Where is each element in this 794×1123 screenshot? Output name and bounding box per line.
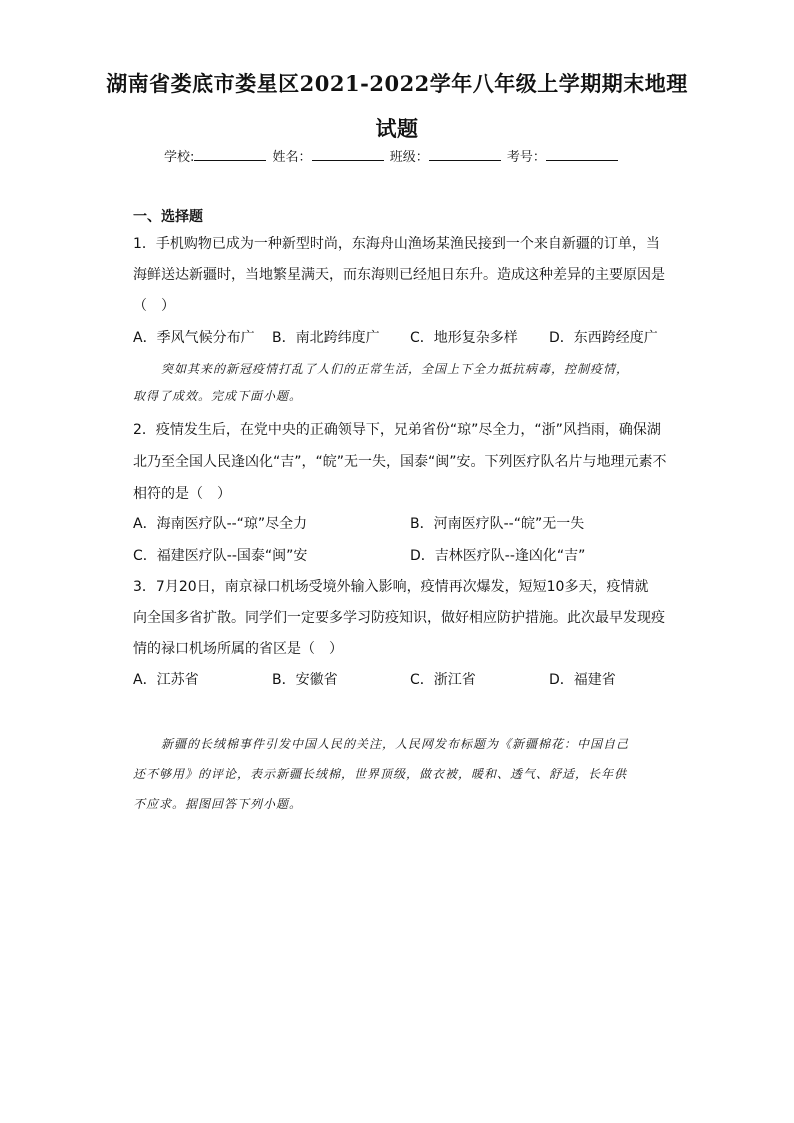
class-blank[interactable] (429, 148, 501, 161)
q3-text-line-1: 3．7月20日，南京禄口机场受境外输入影响，疫情再次爆发，短短10多天，疫情就 (133, 579, 649, 595)
material-1-line-1: 突如其来的新冠疫情打乱了人们的正常生活，全国上下全力抵抗病毒，控制疫情， (161, 362, 630, 376)
q1-option-a[interactable]: A．季风气候分布广 (133, 330, 255, 346)
school-label: 学校: (164, 150, 195, 165)
q1-option-d[interactable]: D．东西跨经度广 (549, 330, 658, 346)
q2-text-line-2: 北乃至全国人民逢凶化“吉”，“皖”无一失，国泰“闽”安。下列医疗队名片与地理元素不 (133, 454, 667, 470)
q2-option-c[interactable]: C．福建医疗队--国泰“闽”安 (133, 548, 308, 564)
q1-option-c[interactable]: C．地形复杂多样 (410, 330, 518, 346)
section-title: 一、选择题 (133, 209, 203, 225)
material-1-line-2: 取得了成效。完成下面小题。 (133, 389, 303, 403)
material-2-line-1: 新疆的长绒棉事件引发中国人民的关注，人民网发布标题为《新疆棉花：中国自己 (161, 737, 630, 751)
name-blank[interactable] (312, 148, 384, 161)
exam-number-label: 考号： (506, 150, 546, 165)
q3-option-d[interactable]: D．福建省 (549, 672, 616, 688)
q2-text-line-1: 2．疫情发生后，在党中央的正确领导下，兄弟省份“琼”尽全力，“浙”风挡雨，确保湖 (133, 422, 661, 438)
exam-title-line-2: 试题 (375, 116, 419, 141)
exam-number-blank[interactable] (546, 148, 618, 161)
name-label: 姓名： (272, 150, 312, 165)
q3-option-b[interactable]: B．安徽省 (272, 672, 338, 688)
class-label: 班级： (389, 150, 429, 165)
q3-text-line-2: 向全国多省扩散。同学们一定要多学习防疫知识，做好相应防护措施。此次最早发现疫 (133, 610, 665, 626)
q1-option-b[interactable]: B．南北跨纬度广 (272, 330, 380, 346)
q1-text-line-1: 1．手机购物已成为一种新型时尚，东海舟山渔场某渔民接到一个来自新疆的订单，当 (133, 236, 660, 252)
q2-option-b[interactable]: B．河南医疗队--“皖”无一失 (410, 516, 585, 532)
q1-text-line-3: （ ） (133, 298, 175, 314)
q2-option-a[interactable]: A．海南医疗队--“琼”尽全力 (133, 516, 308, 532)
q1-text-line-2: 海鲜送达新疆时，当地繁星满天，而东海则已经旭日东升。造成这种差异的主要原因是 (133, 267, 665, 283)
q2-text-line-3: 相符的是（ ） (133, 486, 231, 502)
material-2-line-3: 不应求。据图回答下列小题。 (133, 797, 303, 811)
exam-title-line-1: 湖南省娄底市娄星区2021-2022学年八年级上学期期末地理 (106, 71, 688, 96)
q3-option-a[interactable]: A．江苏省 (133, 672, 199, 688)
q3-text-line-3: 情的禄口机场所属的省区是（ ） (133, 641, 343, 657)
q2-option-d[interactable]: D．吉林医疗队--逢凶化“吉” (410, 548, 586, 564)
school-blank[interactable] (194, 148, 266, 161)
student-info-row (164, 146, 620, 165)
material-2-line-2: 还不够用》的评论，表示新疆长绒棉，世界顶级，做衣被，暖和、透气、舒适，长年供 (133, 767, 628, 781)
q3-option-c[interactable]: C．浙江省 (410, 672, 476, 688)
